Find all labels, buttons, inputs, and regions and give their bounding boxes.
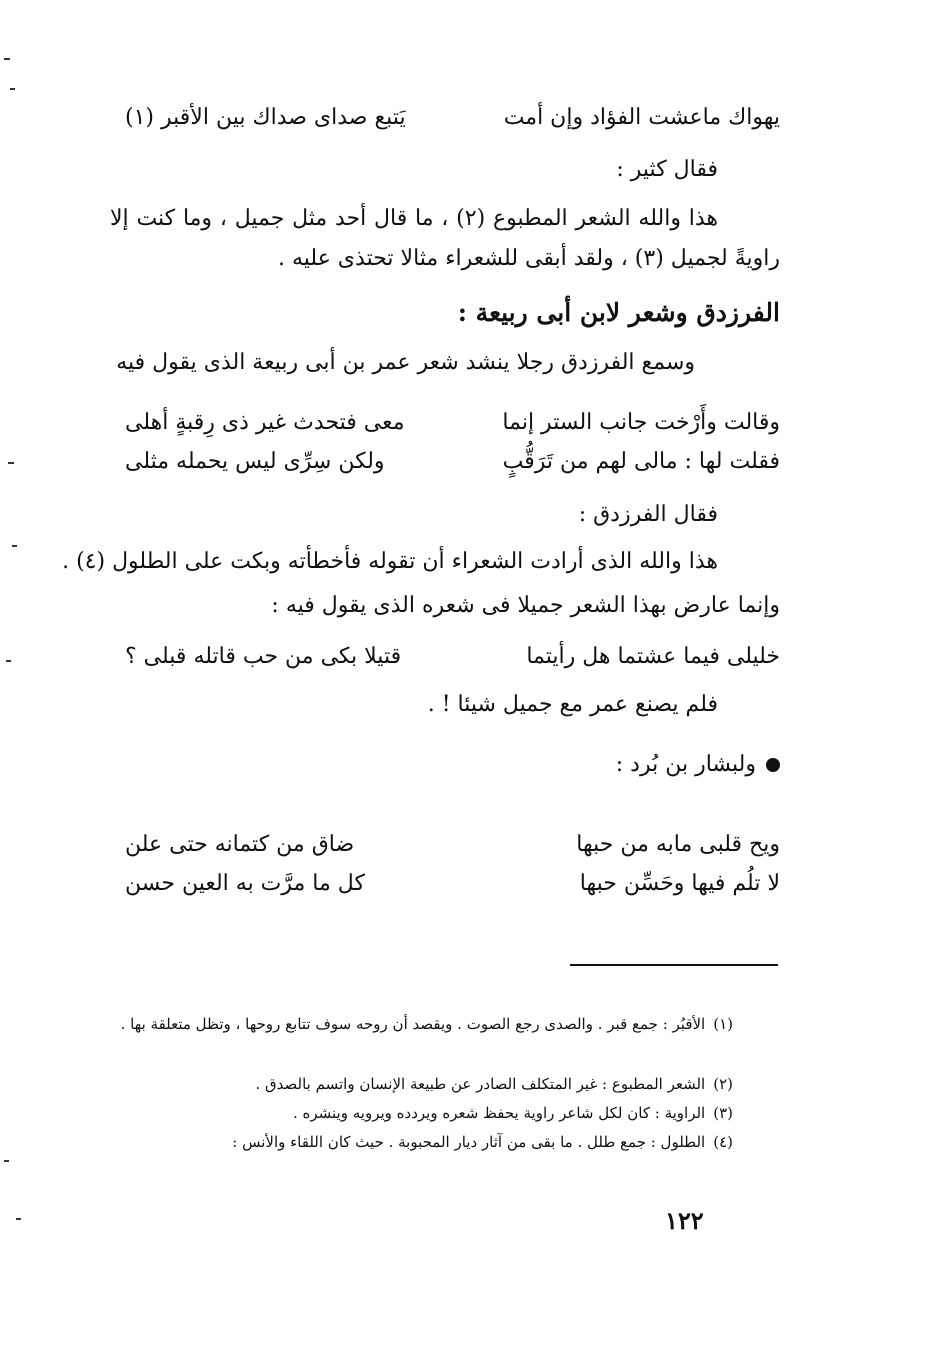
verse-hemistich-left: كل ما مرَّت به العين حسن — [125, 871, 365, 896]
section-heading: الفرزدق وشعر لابن أبى ربيعة : — [457, 298, 780, 327]
paragraph: فلم يصنع عمر مع جميل شيئا ! . — [427, 692, 718, 717]
paragraph: هذا والله الشعر المطبوع (٢) ، ما قال أحد مثل جميل ، وما كنت إلا راويةً لجميل (٣) ، ولقد أبقى للشعراء مثالا تحتذى عليه . — [110, 206, 780, 271]
scan-edge-mark — [4, 1160, 9, 1162]
verse-hemistich-left: قتيلا بكى من حب قاتله قبلى ؟ — [125, 644, 402, 669]
footnote-text: الراوية : كان لكل شاعر راوية يحفظ شعره ويردده ويرويه وينشره . — [292, 1104, 706, 1122]
verse-line — [125, 868, 780, 900]
verse-hemistich-right: وقالت وأَرْخت جانب الستر إنما — [502, 410, 780, 435]
footnote-text: الطلول : جمع طلل . ما بقى من آثار ديار المحبوبة . حيث كان اللقاء والأنس : — [232, 1133, 706, 1151]
verse-line — [125, 829, 780, 861]
footnote-number: (٢) — [713, 1075, 733, 1093]
footnote — [232, 1128, 733, 1156]
paragraph: فقال كثير : — [616, 157, 718, 182]
scan-edge-mark — [10, 88, 15, 90]
verse-hemistich-right: خليلى فيما عشتما هل رأيتما — [526, 644, 780, 669]
scan-edge-mark — [12, 545, 17, 547]
verse-hemistich-left: ولكن سِرِّى ليس يحمله مثلى — [125, 449, 385, 474]
footnote-text: الشعر المطبوع : غير المتكلف الصادر عن طبيعة الإنسان واتسم بالصدق . — [255, 1075, 706, 1093]
paragraph: وإنما عارض بهذا الشعر جميلا فى شعره الذى يقول فيه : — [271, 593, 780, 618]
verse-hemistich-left: ضاق من كتمانه حتى علن — [125, 832, 355, 857]
footnote-separator — [570, 964, 778, 966]
verse-hemistich-left: معى فتحدث غير ذى رِقبةٍ أهلى — [125, 410, 405, 435]
verse-hemistich-right: ويح قلبى مابه من حبها — [576, 832, 780, 857]
scan-edge-mark — [4, 58, 10, 60]
footnote-number: (٤) — [713, 1133, 733, 1151]
scan-edge-mark — [8, 462, 14, 464]
paragraph — [616, 750, 780, 780]
paragraph: فقال الفرزدق : — [578, 502, 718, 527]
footnote-text: الأقبُر : جمع قبر . والصدى رجع الصوت . ويقصد أن روحه سوف تتابع روحها ، وتظل متعلقة بها . — [120, 1015, 706, 1033]
bullet-dot-icon — [766, 758, 780, 772]
verse-line — [125, 102, 780, 134]
verse-hemistich-left: يَتبع صداى صداك بين الأقبر (١) — [125, 105, 406, 130]
paragraph-text: ولبشار بن بُرد : — [615, 752, 756, 777]
scan-edge-mark — [16, 1218, 21, 1220]
footnote — [113, 1010, 733, 1038]
page-number: ١٢٢ — [665, 1206, 704, 1235]
footnote-number: (١) — [713, 1015, 733, 1033]
verse-line — [125, 407, 780, 439]
footnote — [293, 1099, 733, 1127]
paragraph: وسمع الفرزدق رجلا ينشد شعر عمر بن أبى ربيعة الذى يقول فيه — [116, 350, 695, 375]
paragraph: هذا والله الذى أرادت الشعراء أن تقوله فأخطأته وبكت على الطلول (٤) . — [62, 549, 718, 574]
footnote-number: (٣) — [713, 1104, 733, 1122]
verse-hemistich-right: يهواك ماعشت الفؤاد وإن أمت — [503, 105, 780, 130]
verse-hemistich-right: لا تلُم فيها وحَسِّن حبها — [579, 871, 780, 896]
scan-edge-mark — [6, 660, 11, 662]
verse-hemistich-right: فقلت لها : مالى لهم من تَرَقُّبٍ — [502, 449, 780, 474]
verse-line — [125, 641, 780, 673]
footnote — [255, 1070, 733, 1098]
verse-line — [125, 446, 780, 478]
